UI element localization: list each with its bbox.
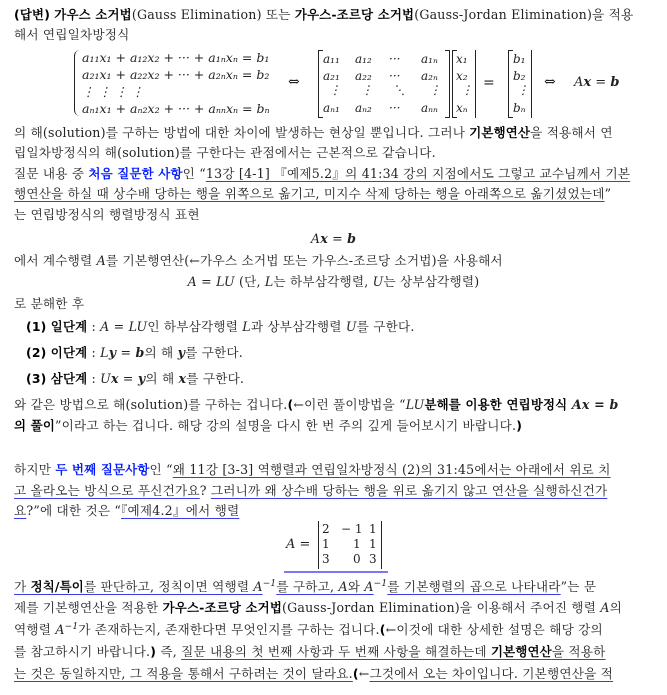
text: 를 기본행연산(←가우스 소거법 또는 가우스-조르당 소거법)을 사용해서	[105, 253, 503, 268]
paragraph-4-line-3: 로 분해한 후	[14, 296, 85, 311]
first-question-quote-cont: 행연산을 하실 때 상수배 당하는 행을 위쪽으로 옮기고, 미지수 삭제 당하는 행을 아래쪽으로 옮기셨었는데	[14, 186, 605, 201]
matrix-cell: ⋱	[393, 83, 405, 97]
step-number: (1)	[26, 319, 47, 334]
math-Ax-b: Ax = b	[571, 397, 619, 412]
math-x-bold: x	[583, 75, 592, 90]
text: 를 구한다.	[186, 371, 245, 386]
term-regular-singular: 정칙/특이	[30, 579, 84, 594]
vector-cell: x₁	[456, 52, 468, 66]
summary-underlined: 질문 내용의 첫 번째 사항과 두 번째 사항을 해결하는데	[181, 644, 491, 659]
text: (Gauss-Jordan Elimination)을 이용해서 주어진 행렬	[282, 600, 601, 615]
math-y-bold: y	[108, 345, 117, 360]
step-number: (2)	[26, 345, 47, 360]
summary-underlined: 그것에서 오는 차이입니다. 기본행연산을 적	[369, 666, 614, 681]
second-question-quote-cont: 고 올라오는 방식으로 푸신건가요	[14, 483, 200, 498]
matrix-cell: 3	[322, 552, 330, 566]
math-A: A	[338, 579, 348, 594]
second-question-quote-cont: 그러니까 왜 상수배 당하는 행을 위로 옮기지 않고 연산을 실행하신건가	[210, 483, 608, 498]
paragraph-3-line-2	[14, 185, 657, 203]
text: 의 해	[144, 345, 178, 360]
vector-cell: ⋮	[461, 83, 473, 97]
paragraph-7-line-5	[14, 665, 657, 683]
text: 를 구한다.	[185, 345, 243, 360]
matrix-cell: aₙ₂	[355, 101, 372, 115]
paragraph-6-line-2	[14, 482, 657, 500]
text: 질문 내용 중	[14, 166, 89, 181]
text: ←이런 풀이방법을 “	[293, 397, 406, 412]
term-gauss-jordan: 가우스-조르당 소거법	[294, 7, 415, 22]
step-2	[26, 344, 657, 362]
math-b-bold: b	[347, 231, 357, 246]
text: ”이라고 하는 겁니다. 해당 강의 설명을 다시 한 번 주의 깊게 들어보시기 바랍니다.	[55, 418, 517, 433]
text: 즉,	[156, 644, 182, 659]
math-y-bold: y	[137, 371, 146, 386]
second-question-quote: 왜 11강 [3-3] 역행렬과 연립일차방정식 (2)의 31:45에서는 아래에서 위로 치	[172, 462, 611, 477]
text: 와 같은 방법으로 해(solution)를 구하는 겁니다.	[14, 397, 288, 412]
math-x-bold: x	[320, 231, 328, 246]
step-name: 삼단계	[50, 371, 88, 386]
paragraph-3-line-1	[14, 165, 657, 183]
compact-matrix-equation	[574, 75, 619, 90]
text: :	[87, 345, 101, 360]
answer-label: (답변)	[14, 7, 51, 22]
math-eq: =	[116, 345, 136, 360]
term-elementary-row-operation: 기본행연산	[469, 125, 531, 140]
term-gauss-elimination-en: (Gauss Elimination) 또는	[131, 7, 295, 22]
term-gauss-jordan: 가우스-조르당 소거법	[162, 600, 283, 615]
term-gauss-jordan-en: (Gauss-Jordan Elimination)을 적용	[414, 7, 634, 22]
matrix-A-label	[286, 537, 310, 552]
text: ”	[604, 186, 612, 201]
system-row-3: ⋮ ⋮ ⋮ ⋮	[82, 84, 144, 99]
paragraph-7-line-4	[14, 643, 657, 661]
paragraph-3-line-3: 는 연립방정식의 행렬방정식 표현	[14, 207, 200, 222]
text: ?”에 대한 것은 “	[26, 503, 122, 518]
text: 인 “	[149, 462, 173, 477]
text: 는 하부삼각행렬,	[273, 274, 373, 289]
math-A: A	[310, 231, 321, 246]
paragraph-6-line-1	[14, 461, 657, 479]
text: :	[87, 319, 101, 334]
text: 를 구한다.	[356, 319, 415, 334]
math-eq: =	[591, 75, 611, 90]
math-b-bold: b	[135, 345, 145, 360]
text: 를 기본행렬의 곱으로 나타내라	[387, 579, 561, 594]
math-A: A	[187, 274, 197, 289]
matrix-cell: a₂₂	[355, 69, 372, 83]
matrix-cell: 1	[322, 537, 330, 551]
paragraph-7-line-1	[14, 578, 657, 596]
text: 의	[609, 600, 623, 615]
matrix-cell: a₁₂	[355, 52, 372, 66]
arrow-left-icon: ←	[358, 666, 370, 681]
term-gauss-elimination: 가우스 소거법	[54, 7, 132, 22]
step-name: 이단계	[50, 345, 88, 360]
text: 를 판단하고, 정칙이면 역행렬	[83, 579, 254, 594]
b-vector	[508, 50, 532, 118]
text: )	[516, 418, 523, 433]
text: 인 “	[182, 166, 206, 181]
text: )	[150, 644, 157, 659]
example-reference: 『예제4.2』에서 행렬	[121, 503, 240, 518]
system-row-4: aₙ₁x₁ + aₙ₂x₂ + ··· + aₙₙxₙ = bₙ	[82, 101, 270, 116]
math-A-eq: A =	[286, 537, 311, 552]
text: 가 존재하는지, 존재한다면 무엇인지를 구하는 겁니다.	[78, 622, 380, 637]
paragraph-2-line-2: 립일차방정식의 해(solution)를 구한다는 관점에서는 근본적으로 같습니다.	[14, 145, 436, 160]
math-L: L	[264, 274, 274, 289]
matrix-cell: 1	[369, 537, 377, 551]
matrix-cell: ···	[389, 101, 401, 115]
matrix-cell: a₁ₙ	[421, 52, 438, 66]
text: 를 구하고,	[276, 579, 339, 594]
text: ?	[199, 483, 211, 498]
math-U: U	[372, 274, 384, 289]
math-inverse-exp: −1	[373, 578, 388, 589]
x-vector	[452, 50, 476, 118]
text: 과 상부삼각행렬	[250, 319, 346, 334]
matrix-cell: 3	[369, 552, 377, 566]
answer-intro-line-2: 해서 연립일차방정식	[14, 27, 130, 42]
iff-symbol-1: ⇔	[288, 74, 300, 90]
math-A-LU: A = LU	[100, 319, 148, 334]
text: 가	[14, 579, 31, 594]
term-elementary-row-operation: 기본행연산	[491, 644, 552, 659]
math-b-bold: b	[610, 75, 620, 90]
vector-cell: ⋮	[517, 83, 529, 97]
text: (	[379, 622, 386, 637]
paragraph-7-line-2	[14, 599, 657, 617]
text: :	[87, 371, 101, 386]
left-brace	[74, 50, 81, 116]
center-equation-Ax-b	[0, 230, 667, 248]
matrix-cell: 1	[353, 537, 361, 551]
math-LU: LU	[405, 397, 425, 412]
math-inverse-exp: −1	[64, 621, 79, 632]
matrix-cell: 0	[353, 552, 361, 566]
text: (	[287, 397, 294, 412]
step-name: 일단계	[50, 319, 88, 334]
text: 를 참고하시기 바랍니다.	[14, 644, 151, 659]
vector-cell: xₙ	[456, 101, 468, 115]
paragraph-5-line-2	[14, 417, 657, 435]
matrix-cell: ⋮	[429, 83, 441, 97]
math-x-bold: x	[178, 371, 187, 386]
matrix-cell: ⋮	[361, 83, 373, 97]
lu-decomposition-equation	[0, 273, 667, 291]
summary-underlined: 는 것은 동일하지만, 그 적용을 통해서 구하려는 것이 달라요.	[14, 666, 353, 681]
matrix-cell: a₂ₙ	[421, 69, 438, 83]
text: 제를 기본행연산을 적용한	[14, 600, 163, 615]
math-inverse-exp: −1	[262, 578, 277, 589]
math-eq: =	[118, 371, 138, 386]
first-question-highlight: 처음 질문한 사항	[88, 166, 183, 181]
summary-underlined: 을 적용하	[551, 644, 606, 659]
math-U: U	[345, 319, 357, 334]
math-A: A	[600, 600, 610, 615]
matrix-cell: a₂₁	[323, 69, 340, 83]
vector-cell: b₂	[513, 69, 526, 83]
step-1	[26, 318, 657, 336]
matrix-A	[318, 521, 382, 569]
text: 하지만	[14, 462, 56, 477]
system-row-1: a₁₁x₁ + a₁₂x₂ + ··· + a₁ₙxₙ = b₁	[82, 50, 270, 65]
math-y-bold: y	[177, 345, 186, 360]
term-lu-solution-cont: 의 풀이	[14, 418, 56, 433]
math-L: L	[242, 319, 251, 334]
matrix-underline	[284, 571, 388, 573]
math-A: A	[253, 579, 263, 594]
matrix-cell: 2	[322, 522, 330, 536]
math-LU: LU	[216, 274, 235, 289]
paragraph-6-line-3	[14, 502, 657, 520]
step-number: (3)	[26, 371, 47, 386]
math-x-bold: x	[110, 371, 119, 386]
iff-symbol-2: ⇔	[544, 74, 556, 90]
text: 에서 계수행렬	[14, 253, 97, 268]
text: 는 상부삼각행렬)	[383, 274, 480, 289]
text: 와	[347, 579, 365, 594]
text: ”는 문	[560, 579, 597, 594]
system-row-2: a₂₁x₁ + a₂₂x₂ + ··· + a₂ₙxₙ = b₂	[82, 67, 270, 82]
matrix-cell: − 1	[341, 522, 363, 536]
matrix-cell: aₙ₁	[323, 101, 340, 115]
equals-sign: =	[483, 75, 495, 91]
paragraph-2-line-1	[14, 124, 657, 142]
text: 인 하부삼각행렬	[147, 319, 243, 334]
term-lu-solution: 분해를 이용한 연립방정식	[424, 397, 572, 412]
math-U: U	[100, 371, 111, 386]
answer-intro-line-1	[14, 6, 657, 24]
vector-cell: x₂	[456, 69, 468, 83]
paragraph-4-line-1	[14, 252, 657, 270]
math-eq: =	[327, 231, 348, 246]
vector-cell: bₙ	[513, 101, 526, 115]
paragraph-5-line-1	[14, 396, 657, 414]
first-question-quote: 13강 [4-1] 『예제5.2』의 41:34 강의 지점에서도 그렇고 교수님께서 기본	[205, 166, 631, 181]
text: 의 해(solution)를 구하는 방법에 대한 차이에 발생하는 현상일 뿐입니다. 그러나	[14, 125, 470, 140]
matrix-cell: ⋮	[329, 83, 341, 97]
matrix-cell: ···	[389, 69, 401, 83]
text: ←이것에 대한 상세한 설명은 해당 강의	[385, 622, 603, 637]
math-A: A	[574, 75, 584, 90]
matrix-cell: a₁₁	[323, 52, 340, 66]
text: (	[352, 666, 359, 681]
matrix-cell: 1	[369, 522, 377, 536]
paragraph-7-line-3	[14, 621, 657, 639]
text: 의 해	[145, 371, 179, 386]
matrix-cell: ···	[389, 52, 401, 66]
linear-system-equation	[74, 50, 620, 120]
second-question-quote-cont: 요	[14, 503, 27, 518]
text: (단,	[234, 274, 265, 289]
text: 을 적용해서 연	[530, 125, 613, 140]
step-3	[26, 370, 657, 388]
text: 역행렬	[14, 622, 56, 637]
coefficient-matrix	[318, 50, 450, 118]
vector-cell: b₁	[513, 52, 526, 66]
equation-system	[74, 50, 284, 118]
math-eq: =	[196, 274, 217, 289]
second-question-highlight: 두 번째 질문사항	[55, 462, 150, 477]
math-L: L	[100, 345, 109, 360]
matrix-cell: aₙₙ	[421, 101, 438, 115]
math-A: A	[96, 253, 106, 268]
math-A: A	[364, 579, 374, 594]
math-A: A	[55, 622, 65, 637]
